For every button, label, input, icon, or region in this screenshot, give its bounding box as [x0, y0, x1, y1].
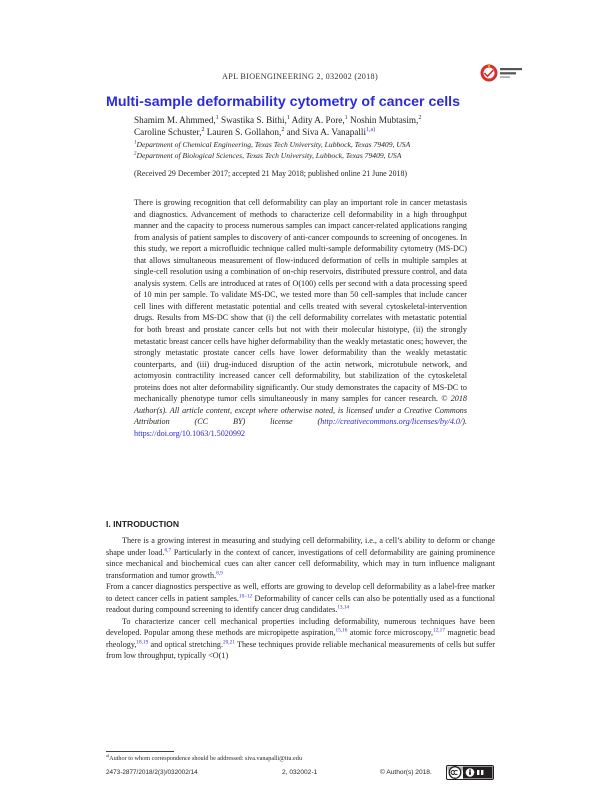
crossmark-emblem	[481, 64, 498, 82]
citation-superscript[interactable]: 12,17	[433, 627, 445, 634]
footnote	[106, 752, 302, 762]
footer-page-number: 2, 032002-1	[282, 769, 318, 776]
citation-superscript[interactable]: 8,9	[216, 569, 223, 576]
link-text[interactable]: https://doi.org/10.1063/1.5020992	[134, 428, 246, 438]
link-text[interactable]: http://creativecommons.org/licenses/by/4.0/	[320, 417, 463, 427]
cc-by-badge-icon[interactable]	[446, 765, 494, 780]
author-line	[134, 127, 375, 137]
citation-superscript[interactable]: 15,16	[335, 627, 348, 634]
crossmark-wordmark	[500, 68, 522, 78]
footnote-marker: a)	[106, 752, 110, 758]
text-run: Caroline Schuster,	[134, 127, 202, 137]
footnote-divider	[106, 751, 174, 752]
introduction-body	[106, 535, 495, 662]
citation-superscript: 2	[281, 126, 285, 133]
affiliation-marker: 1	[134, 140, 137, 146]
text-run: Adity A. Pore,	[289, 115, 345, 125]
received-dates: (Received 29 December 2017; accepted 21 May 2018; published online 21 June 2018)	[134, 169, 408, 178]
citation-superscript: 2	[201, 126, 205, 133]
affiliation	[134, 140, 410, 149]
affiliation-text: Department of Chemical Engineering, Texas Tech University, Lubbock, Texas 79409, USA	[136, 140, 411, 149]
citation-superscript[interactable]: 6,7	[164, 546, 172, 553]
abstract	[134, 197, 467, 439]
text-run: Particularly in the context of cancer, investigations of cell deformability are gaining prominence since mechanical and biochemical cues can alter cancer cell deformability, which may in turn influence malignant transformation and tumor growth.	[106, 547, 495, 580]
intro-paragraph	[106, 616, 495, 662]
footer-issn: 2473-2877/2018/2(3)/032002/14	[106, 769, 198, 776]
text-run: © 2018 Author(s). All article content, except where otherwise noted, is licensed under a Creative Commons Attribution (CC BY) license (	[134, 394, 467, 427]
text-run: Lauren S. Gollahon,	[204, 127, 282, 137]
text-run: Shamim M. Ahmmed,	[134, 115, 216, 125]
author-line	[134, 115, 421, 125]
text-run: There is growing recognition that cell deformability can play an important role in cancer metastasis and diagnostics. Advancement of methods to characterize cell deformability in a high throughput manner and the capacity to process numerous samples can impact cancer-related applications ranging from analysis of patient samples to discovery of anti-cancer compounds to screening of oncogenes. In this study, we report a microfluidic technique called multi-sample deformability cytometry (MS-DC) that allows simultaneous measurement of flow-induced deformation of cells in multiple samples at single-cell resolution using a combination of on-chip reservoirs, distributed pressure control, and data analysis system. Cells are introduced at rates of O(100) cells per second with a data processing speed of 10 min per sample. To validate MS-DC, we tested more than 50 cell-samples that include cancer cell lines with different metastatic potential and cells treated with several cytoskeletal-intervention drugs. Results from MS-DC show that (i) the cell deformability correlates with metastatic potential for both breast and prostate cancer cells but not with their molecular histotype, (ii) the strongly metastatic breast cancer cells have higher deformability than the weakly metastatic ones; however, the strongly metastatic prostate cancer cells have lower deformability than the weakly metastatic counterparts, and (iii) drug-induced disruption of the actin network, microtubule network, and actomyosin contractility increased cancer cell deformability, but stabilization of the cytoskeletal proteins does not alter deformability significantly. Our study demonstrates the capacity of MS-DC to mechanically phenotype tumor cells simultaneously in many samples for cancer research.	[134, 198, 467, 404]
intro-paragraph	[106, 535, 495, 581]
text-run: and optical stretching.	[148, 639, 223, 649]
citation-superscript: 2	[418, 114, 422, 121]
text-run: There is a growing interest in measuring and studying cell deformability, i.e., a cell’s ability to deform or change shape under load.	[106, 536, 495, 557]
citation-superscript: 1	[344, 114, 348, 121]
citation-superscript[interactable]: 20,21	[222, 639, 235, 646]
citation-superscript: 1	[286, 114, 290, 121]
citation-superscript[interactable]: 13,14	[337, 604, 350, 611]
citation-superscript[interactable]: 10–12	[238, 593, 253, 600]
text-run: Deformability of cancer cells can also be potentially used as a functional readout during compound screening to identify cancer drug candidates.	[106, 593, 495, 615]
text-run: and Siva A. Vanapalli	[284, 127, 367, 137]
affiliation	[134, 151, 401, 160]
footer-copyright: © Author(s) 2018.	[380, 769, 432, 776]
affiliation-text: Department of Biological Sciences, Texas Tech University, Lubbock, Texas 79409, USA	[136, 151, 402, 160]
footnote-text: Author to whom correspondence should be addressed: siva.vanapalli@ttu.edu	[109, 755, 302, 762]
text-run: From a cancer diagnostics perspective as well, efforts are growing to develop cell deformability as a label-free marker to detect cancer cells in patient samples.	[106, 582, 495, 603]
article-title: Multi-sample deformability cytometry of cancer cells	[106, 94, 461, 110]
text-run: To characterize cancer cell mechanical properties including deformability, numerous techniques have been developed. Popular among these methods are micropipette aspiration,	[106, 616, 495, 638]
text-run: Swastika S. Bithi,	[218, 115, 287, 125]
section-heading: I. INTRODUCTION	[106, 519, 180, 529]
citation-superscript[interactable]: 1,a)	[366, 126, 376, 133]
citation-superscript: 1	[215, 114, 219, 121]
text-run: atomic force microscopy,	[347, 628, 434, 638]
text-run: Noshin Mubtasim,	[347, 115, 419, 125]
text-run: ).	[462, 417, 467, 427]
affiliation-marker: 2	[134, 151, 137, 157]
intro-paragraph	[106, 581, 495, 616]
text-run: These techniques provide reliable mechanical measurements of cells but suffer from low throughput, typically <O(1)	[106, 639, 495, 661]
text-run: magnetic bead rheology,	[106, 628, 495, 649]
crossmark-logo-icon[interactable]	[477, 55, 537, 95]
citation-superscript[interactable]: 18,19	[136, 639, 149, 646]
journal-header: APL BIOENGINEERING 2, 032002 (2018)	[222, 72, 378, 81]
